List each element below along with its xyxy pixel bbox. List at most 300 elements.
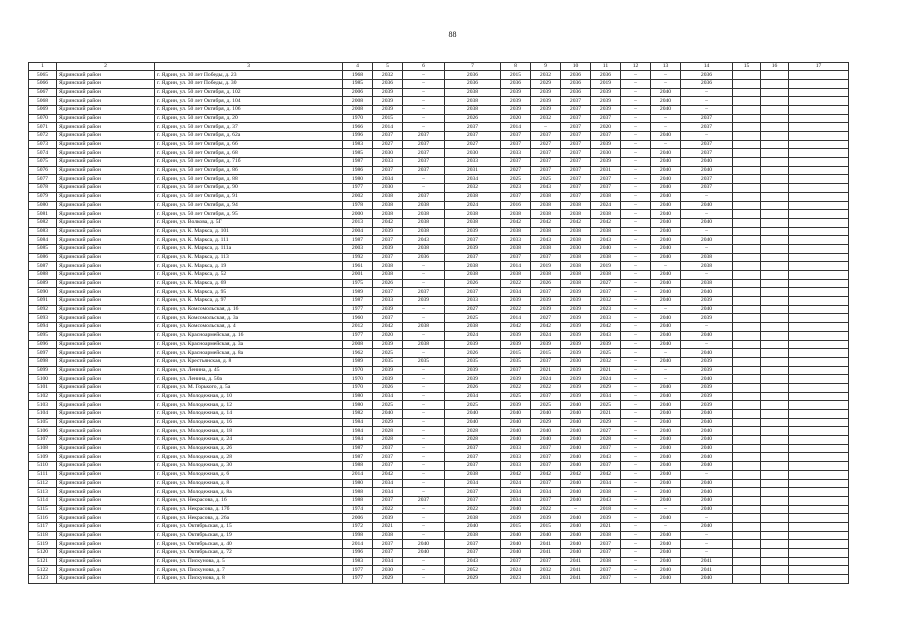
table-cell	[733, 505, 761, 514]
table-cell: 2040	[651, 410, 681, 419]
table-cell	[789, 201, 849, 210]
table-cell: г. Ядрин, ул. 50 лет Октября, д. 71б	[155, 158, 343, 167]
table-cell	[733, 97, 761, 106]
table-cell: –	[681, 323, 733, 332]
table-cell: –	[621, 218, 651, 227]
table-cell: Ядринский район	[57, 496, 155, 505]
table-cell: 1988	[343, 488, 373, 497]
table-cell: –	[403, 522, 445, 531]
table-cell: г. Ядрин, ул. Комсомольская, д. 4	[155, 323, 343, 332]
table-cell: г. Ядрин, ул. Молодежная, д. 14	[155, 410, 343, 419]
table-cell: 2038	[531, 227, 561, 236]
table-cell: 2015	[501, 522, 531, 531]
table-cell: –	[621, 114, 651, 123]
table-cell	[789, 71, 849, 80]
table-cell	[733, 132, 761, 141]
table-cell: –	[621, 349, 651, 358]
table-cell: г. Ядрин, ул. Молодежная, д. 16	[155, 418, 343, 427]
table-cell: 2040	[591, 244, 621, 253]
table-cell: 2039	[681, 392, 733, 401]
table-cell	[761, 184, 789, 193]
table-cell: г. Ядрин, ул. Молодежная, д. 8а	[155, 488, 343, 497]
column-header: 11	[591, 63, 621, 71]
table-cell: 1998	[343, 531, 373, 540]
table-cell: 2040	[651, 253, 681, 262]
table-cell: г. Ядрин, ул. Молодежная, д. 24	[155, 436, 343, 445]
table-cell: Ядринский район	[57, 201, 155, 210]
table-cell: 2015	[531, 349, 561, 358]
table-cell: 5089	[29, 279, 57, 288]
table-cell	[761, 514, 789, 523]
table-cell: 2015	[501, 349, 531, 358]
table-row	[29, 192, 849, 201]
table-cell: –	[621, 88, 651, 97]
table-cell: Ядринский район	[57, 79, 155, 88]
table-cell: 2027	[501, 166, 531, 175]
table-cell: 2042	[531, 218, 561, 227]
table-cell	[789, 470, 849, 479]
table-cell: 2037	[681, 175, 733, 184]
table-cell: 2028	[373, 436, 403, 445]
table-cell: г. Ядрин, ул. Красноармейская, д. 16	[155, 331, 343, 340]
table-cell: 2015	[373, 114, 403, 123]
column-header: 5	[373, 63, 403, 71]
table-cell: 2037	[373, 453, 403, 462]
table-cell	[761, 227, 789, 236]
table-cell: 2042	[373, 218, 403, 227]
table-cell: 5116	[29, 514, 57, 523]
table-cell: –	[681, 540, 733, 549]
table-cell: 2013	[343, 218, 373, 227]
table-cell: 2023	[501, 575, 531, 584]
table-cell: 2037	[591, 566, 621, 575]
table-cell: 2037	[501, 140, 531, 149]
table-cell	[761, 166, 789, 175]
table-cell	[789, 279, 849, 288]
table-cell: 2033	[445, 158, 501, 167]
table-cell: 2024	[591, 375, 621, 384]
table-cell: 2038	[501, 244, 531, 253]
table-cell: 2039	[445, 340, 501, 349]
table-cell	[761, 531, 789, 540]
table-cell: Ядринский район	[57, 357, 155, 366]
table-cell: г. Ядрин, ул. Молодежная, д. 8	[155, 479, 343, 488]
table-cell: 2036	[561, 79, 591, 88]
table-cell	[789, 531, 849, 540]
table-cell	[733, 271, 761, 280]
table-cell: 2014	[501, 314, 531, 323]
table-cell: –	[403, 366, 445, 375]
table-cell	[733, 218, 761, 227]
table-cell: 2039	[373, 97, 403, 106]
table-cell: 2038	[403, 218, 445, 227]
table-cell: 2040	[651, 557, 681, 566]
table-cell: 2040	[681, 427, 733, 436]
table-cell: 2040	[561, 531, 591, 540]
table-cell: 2026	[531, 279, 561, 288]
table-cell: 2037	[403, 496, 445, 505]
column-header: 4	[343, 63, 373, 71]
table-cell: 2024	[445, 201, 501, 210]
table-cell: 1980	[343, 479, 373, 488]
table-cell: 2033	[501, 444, 531, 453]
table-cell: –	[621, 140, 651, 149]
table-cell: –	[621, 192, 651, 201]
table-cell: –	[621, 271, 651, 280]
table-cell: Ядринский район	[57, 549, 155, 558]
table-cell: –	[681, 271, 733, 280]
table-cell: 2032	[591, 297, 621, 306]
table-cell: 1970	[343, 114, 373, 123]
table-cell	[733, 427, 761, 436]
table-cell: –	[651, 79, 681, 88]
table-cell: 2040	[531, 531, 561, 540]
table-cell: 2040	[531, 427, 561, 436]
table-cell: –	[621, 540, 651, 549]
table-row	[29, 323, 849, 332]
table-cell: 5084	[29, 236, 57, 245]
table-cell: г. Ядрин, ул. Октябрьская, д. 40	[155, 540, 343, 549]
table-cell: Ядринский район	[57, 444, 155, 453]
table-cell: –	[621, 253, 651, 262]
table-cell	[789, 288, 849, 297]
table-cell	[733, 79, 761, 88]
table-cell: 2040	[651, 175, 681, 184]
table-cell: 2036	[591, 71, 621, 80]
table-cell: –	[651, 366, 681, 375]
table-cell: Ядринский район	[57, 271, 155, 280]
table-cell: 2040	[681, 305, 733, 314]
table-cell	[761, 149, 789, 158]
table-cell: 2039	[561, 297, 591, 306]
table-cell: 2000	[343, 210, 373, 219]
table-cell: г. Ядрин, ул. Молодежная, д. 12	[155, 401, 343, 410]
table-cell: 2043	[531, 236, 561, 245]
table-cell: 1975	[343, 279, 373, 288]
table-cell	[789, 496, 849, 505]
table-cell	[761, 192, 789, 201]
table-cell: 2037	[373, 132, 403, 141]
table-cell	[789, 244, 849, 253]
table-cell: 2040	[681, 479, 733, 488]
table-cell: 2038	[531, 192, 561, 201]
table-cell: –	[621, 470, 651, 479]
table-cell: 2036	[561, 88, 591, 97]
table-cell: 2039	[373, 366, 403, 375]
table-row	[29, 479, 849, 488]
table-cell: 2039	[373, 227, 403, 236]
table-cell: 1980	[343, 401, 373, 410]
table-cell: 2038	[403, 323, 445, 332]
table-cell: –	[403, 470, 445, 479]
table-cell: 2040	[651, 418, 681, 427]
table-cell: 2030	[561, 244, 591, 253]
table-cell: –	[621, 244, 651, 253]
table-cell	[789, 158, 849, 167]
table-cell: –	[681, 549, 733, 558]
table-cell: 2036	[501, 79, 531, 88]
table-cell: 2040	[651, 462, 681, 471]
table-cell: г. Ядрин, ул. 50 лет Октября, д. 66	[155, 140, 343, 149]
table-cell: 2025	[373, 349, 403, 358]
table-cell: –	[621, 288, 651, 297]
table-cell: 2040	[651, 575, 681, 584]
table-cell: 1987	[343, 453, 373, 462]
table-cell: 1970	[343, 383, 373, 392]
table-cell: 5083	[29, 227, 57, 236]
table-cell	[789, 575, 849, 584]
table-cell: 2039	[681, 383, 733, 392]
table-cell: 2037	[445, 540, 501, 549]
table-cell: 2025	[501, 175, 531, 184]
table-cell: Ядринский район	[57, 71, 155, 80]
table-cell: 2038	[531, 271, 561, 280]
table-row	[29, 79, 849, 88]
table-cell: 5071	[29, 123, 57, 132]
table-cell	[733, 496, 761, 505]
table-cell: 1972	[343, 522, 373, 531]
table-cell: 2038	[445, 271, 501, 280]
table-cell: г. Ядрин, ул. 50 лет Октября, д. 88	[155, 175, 343, 184]
table-cell: Ядринский район	[57, 540, 155, 549]
table-cell: 2042	[591, 323, 621, 332]
table-cell: 2040	[651, 383, 681, 392]
table-cell: 5118	[29, 531, 57, 540]
table-cell	[789, 549, 849, 558]
table-row	[29, 166, 849, 175]
table-cell: 2014	[343, 540, 373, 549]
table-cell: г. Ядрин, ул. Пискунова, д. 7	[155, 566, 343, 575]
table-cell: 2037	[445, 444, 501, 453]
table-cell: Ядринский район	[57, 566, 155, 575]
table-cell: 2041	[681, 566, 733, 575]
table-cell: 2040	[531, 410, 561, 419]
table-cell: 2022	[501, 279, 531, 288]
table-cell: 2040	[651, 488, 681, 497]
table-cell: 1966	[343, 123, 373, 132]
table-cell: –	[403, 105, 445, 114]
table-cell	[761, 479, 789, 488]
table-cell	[733, 253, 761, 262]
table-cell: 5067	[29, 88, 57, 97]
table-cell: –	[651, 140, 681, 149]
housing-schedule-table	[28, 62, 849, 584]
table-cell: 2037	[591, 575, 621, 584]
table-cell: Ядринский район	[57, 149, 155, 158]
table-cell: –	[621, 514, 651, 523]
table-cell: –	[681, 514, 733, 523]
table-cell: 2027	[445, 140, 501, 149]
table-cell	[733, 71, 761, 80]
table-cell: –	[651, 123, 681, 132]
table-row	[29, 375, 849, 384]
table-cell: 2037	[373, 253, 403, 262]
column-header: 16	[761, 63, 789, 71]
table-row	[29, 531, 849, 540]
table-cell: 2037	[561, 184, 591, 193]
table-cell: 2022	[531, 505, 561, 514]
table-cell: –	[651, 505, 681, 514]
table-row	[29, 253, 849, 262]
table-cell: 2039	[561, 314, 591, 323]
table-row	[29, 149, 849, 158]
table-cell: 5113	[29, 488, 57, 497]
table-cell: 2040	[681, 453, 733, 462]
table-cell: 2034	[591, 392, 621, 401]
table-cell: Ядринский район	[57, 349, 155, 358]
table-cell: г. Ядрин, ул. Пискунова, д. 5	[155, 557, 343, 566]
table-cell: –	[621, 566, 651, 575]
table-cell: –	[651, 114, 681, 123]
table-cell: 2030	[561, 357, 591, 366]
column-header: 1	[29, 63, 57, 71]
table-cell: г. Ядрин, ул. Некрасова, д. 17б	[155, 505, 343, 514]
table-cell: 2032	[531, 71, 561, 80]
table-cell: –	[403, 479, 445, 488]
table-cell: 2040	[681, 522, 733, 531]
table-cell: 2038	[373, 201, 403, 210]
table-cell: 2040	[681, 331, 733, 340]
table-cell: –	[621, 549, 651, 558]
table-cell: 2038	[591, 192, 621, 201]
table-cell: 2039	[531, 105, 561, 114]
table-cell: –	[403, 436, 445, 445]
table-cell: 2036	[445, 79, 501, 88]
table-cell	[733, 88, 761, 97]
table-row	[29, 427, 849, 436]
table-cell: 2039	[561, 375, 591, 384]
table-cell	[733, 479, 761, 488]
table-cell: г. Ядрин, ул. 50 лет Октября, д. 86	[155, 166, 343, 175]
table-cell: 2040	[651, 149, 681, 158]
table-cell: г. Ядрин, ул. 50 лет Октября, д. 102	[155, 88, 343, 97]
table-cell: 2039	[501, 340, 531, 349]
table-cell: 2023	[501, 184, 531, 193]
table-cell: –	[403, 375, 445, 384]
table-cell	[789, 566, 849, 575]
table-cell: 2022	[445, 505, 501, 514]
table-cell	[761, 132, 789, 141]
table-cell: Ядринский район	[57, 288, 155, 297]
table-cell: Ядринский район	[57, 175, 155, 184]
table-cell: 5121	[29, 557, 57, 566]
table-cell: –	[621, 496, 651, 505]
table-cell	[733, 444, 761, 453]
table-cell: 2042	[501, 218, 531, 227]
table-cell: 5122	[29, 566, 57, 575]
table-cell: 2032	[445, 184, 501, 193]
table-row	[29, 114, 849, 123]
table-cell: 2037	[591, 540, 621, 549]
table-cell: 2043	[445, 557, 501, 566]
table-cell: 2002	[343, 192, 373, 201]
table-cell: 2040	[651, 323, 681, 332]
table-row	[29, 236, 849, 245]
table-row	[29, 297, 849, 306]
table-row	[29, 71, 849, 80]
table-cell: 2038	[591, 227, 621, 236]
table-cell: г. Ядрин, ул. 50 лет Октября, д. 106	[155, 105, 343, 114]
table-cell: 2038	[561, 210, 591, 219]
table-cell: 2020	[501, 114, 531, 123]
table-cell	[789, 210, 849, 219]
table-cell: –	[621, 375, 651, 384]
table-cell: 2037	[561, 149, 591, 158]
table-cell: –	[403, 505, 445, 514]
table-cell: 2037	[445, 549, 501, 558]
table-cell: 2037	[591, 462, 621, 471]
table-cell: –	[403, 566, 445, 575]
table-cell: 2039	[531, 514, 561, 523]
table-cell: г. Ядрин, ул. К. Маркса, д. 52	[155, 271, 343, 280]
table-cell: 2040	[651, 105, 681, 114]
table-cell: 2034	[373, 479, 403, 488]
table-row	[29, 436, 849, 445]
table-cell: Ядринский район	[57, 227, 155, 236]
table-cell: –	[621, 158, 651, 167]
table-cell: 2029	[373, 418, 403, 427]
table-cell: 2038	[445, 97, 501, 106]
table-cell: 2037	[531, 357, 561, 366]
table-cell: 2043	[591, 453, 621, 462]
table-cell: 2038	[531, 210, 561, 219]
table-cell: –	[403, 557, 445, 566]
table-cell: г. Ядрин, ул. 50 лет Октября, д. 90	[155, 184, 343, 193]
table-cell: 2037	[501, 158, 531, 167]
table-cell	[789, 305, 849, 314]
table-cell	[733, 522, 761, 531]
table-cell: –	[621, 331, 651, 340]
table-cell: 2038	[403, 340, 445, 349]
table-cell: –	[621, 479, 651, 488]
table-cell: –	[403, 331, 445, 340]
table-cell: 2040	[651, 210, 681, 219]
table-cell: 2040	[681, 158, 733, 167]
column-header: 17	[789, 63, 849, 71]
table-cell: 2036	[445, 71, 501, 80]
table-cell: 5120	[29, 549, 57, 558]
table-cell: 2040	[681, 436, 733, 445]
table-cell: 2040	[561, 418, 591, 427]
table-cell: 2038	[561, 227, 591, 236]
table-cell: 5090	[29, 288, 57, 297]
table-cell: 2037	[445, 496, 501, 505]
table-cell	[761, 418, 789, 427]
table-cell: 2036	[373, 79, 403, 88]
table-cell: 2037	[373, 540, 403, 549]
table-cell: 2034	[445, 479, 501, 488]
table-row	[29, 392, 849, 401]
table-cell: 2037	[561, 175, 591, 184]
table-cell: 5096	[29, 340, 57, 349]
table-row	[29, 488, 849, 497]
column-header: 9	[531, 63, 561, 71]
table-cell	[761, 97, 789, 106]
table-cell: –	[621, 383, 651, 392]
table-cell	[761, 366, 789, 375]
table-row	[29, 470, 849, 479]
column-header: 6	[403, 63, 445, 71]
table-cell	[761, 349, 789, 358]
column-header: 7	[445, 63, 501, 71]
table-cell: Ядринский район	[57, 244, 155, 253]
table-cell: 2040	[651, 340, 681, 349]
table-cell: 5077	[29, 175, 57, 184]
table-cell: 2040	[651, 331, 681, 340]
table-cell: 1960	[343, 314, 373, 323]
table-cell: 2041	[681, 557, 733, 566]
table-cell: –	[403, 575, 445, 584]
